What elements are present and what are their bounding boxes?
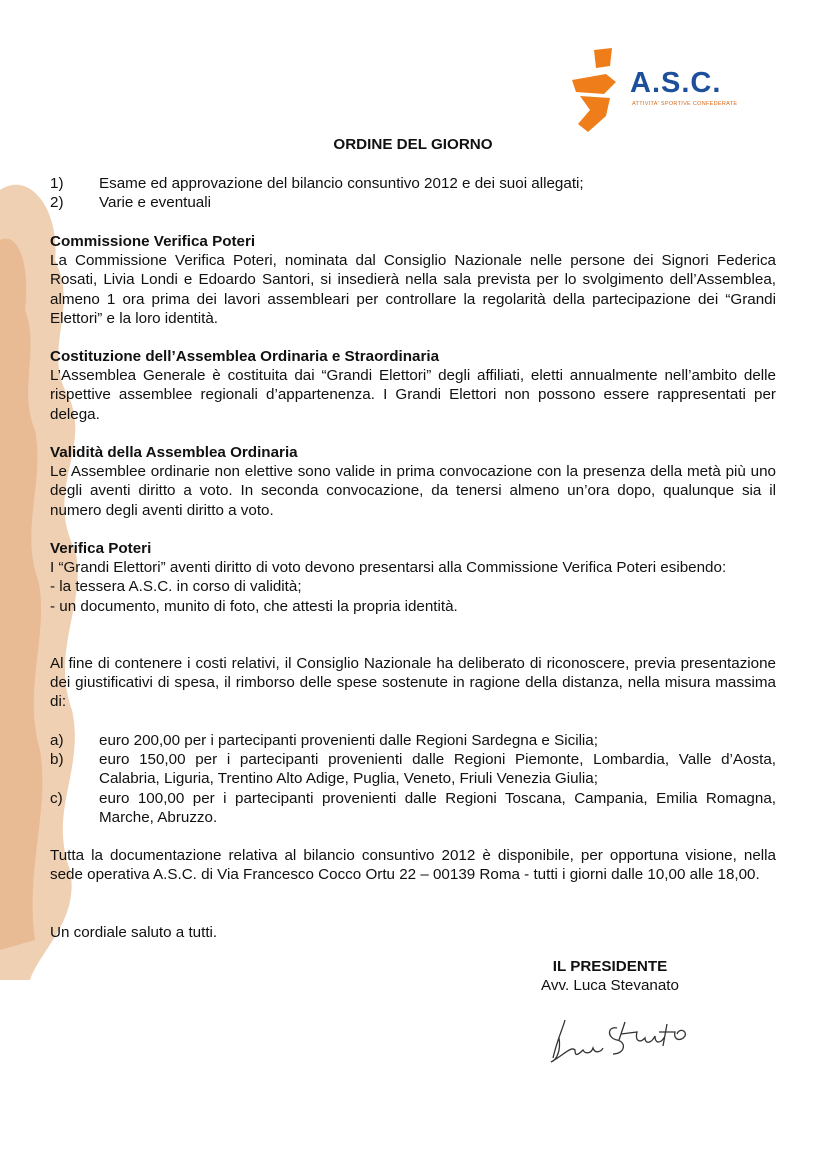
section-commissione [50, 232, 776, 328]
agenda-list [50, 174, 776, 212]
logo-text: A.S.C. [630, 67, 722, 99]
logo-subtitle: ATTIVITA' SPORTIVE CONFEDERATE [632, 101, 738, 107]
section-bullet: - la tessera A.S.C. in corso di validità; [50, 578, 302, 596]
reimbursement-text: euro 150,00 per i partecipanti provenienti dalle Regioni Piemonte, Lombardia, Valle d’Aosta, Calabria, Liguria, Trentino Alto Adige, Puglia, Veneto, Friuli Venezia Giulia; [99, 751, 776, 788]
section-bullet: - un documento, munito di foto, che attesti la propria identità. [50, 597, 458, 615]
section-text: I “Grandi Elettori” aventi diritto di voto devono presentarsi alla Commissione Verifica Poteri esibendo: [50, 559, 727, 577]
page-title: ORDINE DEL GIORNO [333, 136, 493, 153]
section-heading: Validità della Assemblea Ordinaria [50, 444, 298, 461]
asc-logo [566, 46, 738, 138]
section-validita [50, 443, 776, 520]
reimbursement-letter: c) [50, 789, 63, 807]
reimbursement-item [50, 789, 776, 827]
section-text: La Commissione Verifica Poteri, nominata dal Consiglio Nazionale nelle persone dei Signori Federica Rosati, Livia Londi e Edoardo Santori, si insedierà nella sala prevista per lo svolgimento dell’Assemblea, almeno 1 ora prima dei lavori assembleari per controllare la regolarità della partecipazione dei “Grandi Elettori” e la loro identità. [50, 252, 776, 327]
agenda-item [50, 174, 776, 193]
closing-greeting: Un cordiale saluto a tutti. [50, 924, 218, 941]
section-heading: Verifica Poteri [50, 540, 152, 557]
reimbursement-list [50, 731, 776, 827]
reimbursement-item [50, 750, 776, 788]
agenda-item-number: 1) [50, 175, 64, 192]
reimbursement-letter: a) [50, 732, 64, 749]
signatory-role: IL PRESIDENTE [552, 958, 668, 975]
reimbursement-text: euro 100,00 per i partecipanti provenienti dalle Regioni Toscana, Campania, Emilia Romagna, Marche, Abruzzo. [99, 789, 776, 826]
logo-mark-icon [566, 46, 628, 136]
agenda-item [50, 193, 776, 212]
agenda-item-text: Esame ed approvazione del bilancio consuntivo 2012 e dei suoi allegati; [99, 175, 584, 192]
agenda-item-text: Varie e eventuali [99, 194, 212, 212]
documentation-paragraph: Tutta la documentazione relativa al bilancio consuntivo 2012 è disponibile, per opportuna visione, nella sede operativa A.S.C. di Via Francesco Cocco Ortu 22 – 00139 Roma - tutti i giorni dalle 10,00 alle 18,00. [50, 847, 776, 884]
reimbursement-intro: Al fine di contenere i costi relativi, il Consiglio Nazionale ha deliberato di riconoscere, previa presentazione dei giustificativi di spesa, il rimborso delle spese sostenute in ragione della distanza, nella misura massima di: [50, 655, 776, 711]
section-verifica [50, 539, 776, 616]
section-text: Le Assemblee ordinarie non elettive sono valide in prima convocazione con la presenza della metà più uno degli aventi diritto a voto. In seconda convocazione, da tenersi almeno un’ora dopo, qualunque sia il numero degli aventi diritto a voto. [50, 463, 776, 519]
agenda-item-number: 2) [50, 194, 64, 212]
reimbursement-text: euro 200,00 per i partecipanti provenienti dalle Regioni Sardegna e Sicilia; [99, 732, 598, 749]
section-costituzione [50, 347, 776, 424]
signature-block [510, 957, 710, 995]
section-heading: Commissione Verifica Poteri [50, 233, 256, 250]
signatory-name: Avv. Luca Stevanato [541, 977, 679, 995]
handwritten-signature [545, 1010, 695, 1070]
reimbursement-letter: b) [50, 751, 64, 769]
reimbursement-item [50, 731, 776, 750]
section-heading: Costituzione dell’Assemblea Ordinaria e Straordinaria [50, 348, 440, 365]
section-text: L’Assemblea Generale è costituita dai “Grandi Elettori” degli affiliati, eletti annualmente nell’ambito delle rispettive assemblee regionali d’appartenenza. I Grandi Elettori non possono essere rappresentati per delega. [50, 367, 776, 423]
